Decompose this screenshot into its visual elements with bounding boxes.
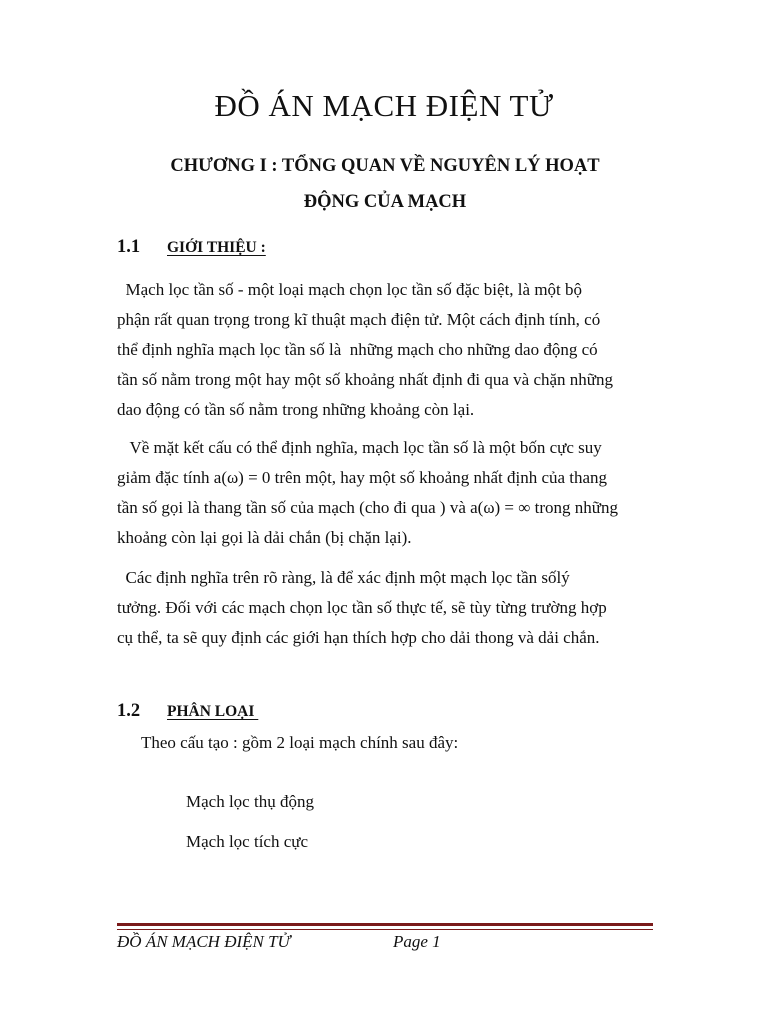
section-1-title: GIỚI THIỆU : bbox=[167, 239, 266, 256]
paragraph-3-line: cụ thể, ta sẽ quy định các giới hạn thích hợp cho dải thong và dải chắn. bbox=[117, 628, 600, 647]
paragraph-1-line: dao động có tần số nằm trong những khoảng còn lại. bbox=[117, 400, 475, 419]
list-item-active-filter: Mạch lọc tích cực bbox=[186, 832, 309, 851]
paragraph-1-line: thể định nghĩa mạch lọc tần số là những mạch cho những dao động có bbox=[117, 340, 598, 359]
footer-page-number: Page 1 bbox=[393, 932, 441, 951]
chapter-title bbox=[80, 148, 690, 220]
paragraph-2-line: tần số gọi là thang tần số của mạch (cho đi qua ) và a(ω) = ∞ trong những bbox=[117, 498, 618, 517]
paragraph-2 bbox=[117, 433, 657, 553]
footer-rule-thick bbox=[117, 923, 653, 926]
footer-document-title: ĐỒ ÁN MẠCH ĐIỆN TỬ bbox=[117, 932, 291, 951]
section-2-number: 1.2 bbox=[117, 701, 141, 721]
paragraph-2-line: khoảng còn lại gọi là dải chắn (bị chặn lại). bbox=[117, 528, 412, 547]
paragraph-2-line: Về mặt kết cấu có thể định nghĩa, mạch lọc tần số là một bốn cực suy bbox=[117, 438, 602, 457]
paragraph-1-line: phận rất quan trọng trong kĩ thuật mạch điện tử. Một cách định tính, có bbox=[117, 310, 601, 329]
section-2-intro: Theo cấu tạo : gồm 2 loại mạch chính sau đây: bbox=[141, 733, 459, 752]
paragraph-3 bbox=[117, 563, 657, 653]
paragraph-3-line: Các định nghĩa trên rõ ràng, là để xác định một mạch lọc tần sốlý bbox=[117, 568, 570, 587]
paragraph-3-line: tưởng. Đối với các mạch chọn lọc tần số thực tế, sẽ tùy từng trường hợp bbox=[117, 598, 607, 617]
paragraph-1-line: tần số nằm trong một hay một số khoảng nhất định đi qua và chặn những bbox=[117, 370, 613, 389]
list-item-passive-filter: Mạch lọc thụ động bbox=[186, 792, 314, 811]
paragraph-1-line: Mạch lọc tần số - một loại mạch chọn lọc tần số đặc biệt, là một bộ bbox=[117, 280, 583, 299]
paragraph-2-line: giảm đặc tính a(ω) = 0 trên một, hay một số khoảng nhất định của thang bbox=[117, 468, 608, 487]
chapter-title-line-2: ĐỘNG CỦA MẠCH bbox=[303, 192, 467, 212]
paragraph-1 bbox=[117, 275, 657, 425]
document-title: ĐỒ ÁN MẠCH ĐIỆN TỬ bbox=[214, 88, 554, 123]
section-1-number: 1.1 bbox=[117, 237, 141, 257]
section-2-title: PHÂN LOẠI bbox=[167, 703, 259, 720]
chapter-title-line-1: CHƯƠNG I : TỔNG QUAN VỀ NGUYÊN LÝ HOẠT bbox=[170, 156, 600, 176]
